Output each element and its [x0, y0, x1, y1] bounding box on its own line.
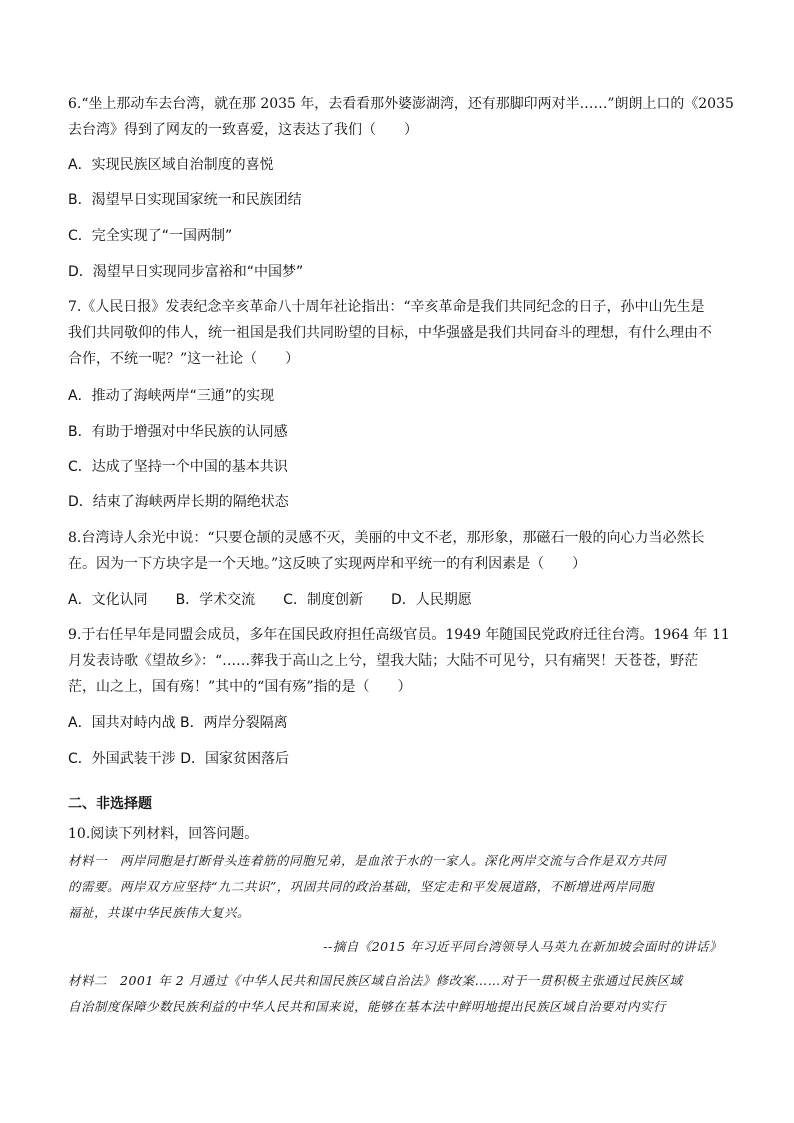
material1-line3: 福祉，共谋中华民族伟大复兴。 [68, 905, 251, 920]
q8-stem-line2: 在。因为一下方块字是一个天地。”这反映了实现两岸和平统一的有利因素是（ ） [68, 556, 587, 572]
q7-option-a: A．推动了海峡两岸“三通”的实现 [68, 388, 275, 404]
q8-options: A．文化认同 B．学术交流 C．制度创新 D．人民期愿 [68, 592, 472, 608]
q6-stem-line1: 6.“坐上那动车去台湾，就在那 2035 年，去看看那外婆澎湖湾，还有那脚印两对半……”朗朗上口的《2035 [68, 96, 734, 112]
material2-line2: 自治制度保障少数民族利益的中华人民共和国来说，能够在基本法中鲜明地提出民族区域自治要对内实行 [68, 999, 667, 1014]
material2-line1: 材料二 2001 年 2 月通过《中华人民共和国民族区域自治法》修改案……对于一贯积极主张通过民族区域 [68, 973, 683, 988]
q6-option-b: B．渴望早日实现国家统一和民族团结 [68, 192, 302, 208]
q8-stem-line1: 8.台湾诗人余光中说：“只要仓颉的灵感不灭，美丽的中文不老，那形象，那磁石一般的向心力当必然长 [68, 530, 705, 546]
section-title: 二、非选择题 [68, 796, 152, 812]
q9-stem-line3: 茫，山之上，国有殇！”其中的“国有殇”指的是（ ） [68, 679, 412, 695]
q6-option-a: A．实现民族区域自治制度的喜悦 [68, 157, 274, 173]
q6-option-c: C．完全实现了“一国两制” [68, 228, 233, 244]
q6-stem-line2: 去台湾》得到了网友的一致喜爱，这表达了我们（ ） [68, 122, 418, 138]
q7-stem-line3: 合作，不统一呢？”这一社论（ ） [68, 351, 300, 367]
q9-stem-line1: 9.于右任早年是同盟会成员，多年在国民政府担任高级官员。1949 年随国民党政府迁往台湾。1964 年 11 [68, 627, 730, 643]
q10-stem: 10.阅读下列材料，回答问题。 [68, 826, 259, 842]
material1-line1: 材料一 两岸同胞是打断骨头连着筋的同胞兄弟，是血浓于水的一家人。深化两岸交流与合作是双方共同 [68, 853, 667, 868]
q7-option-b: B．有助于增强对中华民族的认同感 [68, 424, 288, 440]
q6-option-d: D．渴望早日实现同步富裕和“中国梦” [68, 264, 304, 280]
material1-source: --摘自《2015 年习近平同台湾领导人马英九在新加坡会面时的讲话》 [323, 939, 722, 954]
q9-option-cd: C．外国武装干涉 D．国家贫困落后 [68, 751, 290, 767]
q7-option-d: D．结束了海峡两岸长期的隔绝状态 [68, 494, 289, 510]
q7-option-c: C．达成了坚持一个中国的基本共识 [68, 459, 288, 475]
material1-line2: 的需要。两岸双方应坚持“九二共识”，巩固共同的政治基础，坚定走和平发展道路，不断增进两岸同胞 [68, 879, 654, 894]
q7-stem-line2: 我们共同敬仰的伟人，统一祖国是我们共同盼望的目标，中华强盛是我们共同奋斗的理想，有什么理由不 [68, 325, 712, 341]
q7-stem-line1: 7.《人民日报》发表纪念辛亥革命八十周年社论指出：“辛亥革命是我们共同纪念的日子，孙中山先生是 [68, 299, 705, 315]
q9-option-ab: A．国共对峙内战 B．两岸分裂隔离 [68, 715, 288, 731]
q9-stem-line2: 月发表诗歌《望故乡》：“……葬我于高山之上兮，望我大陆；大陆不可见兮，只有痛哭！天苍苍，野茫 [68, 653, 699, 669]
